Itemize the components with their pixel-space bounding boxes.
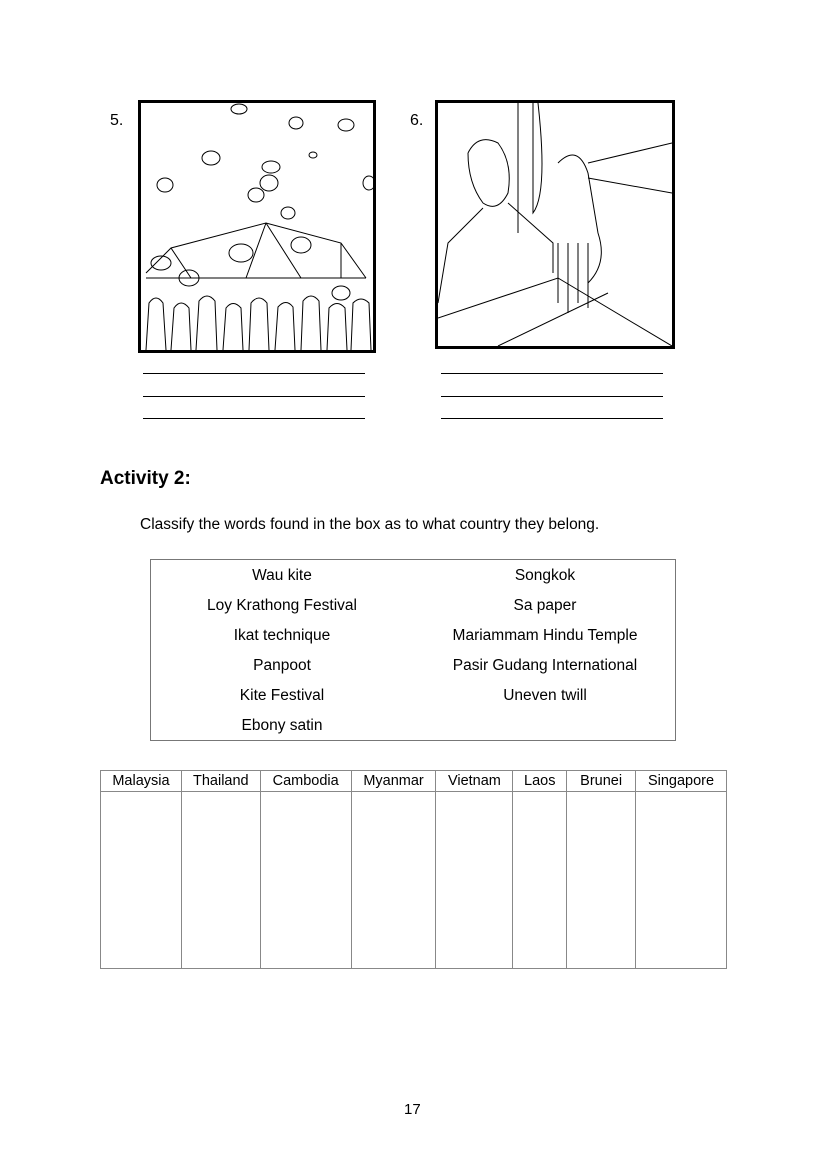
column-header-cambodia: Cambodia <box>260 771 351 792</box>
word-item: Pasir Gudang International <box>452 657 638 674</box>
answer-cell[interactable] <box>436 792 513 969</box>
page-number: 17 <box>404 1101 421 1118</box>
word-item: Panpoot <box>253 657 311 674</box>
lantern-icons <box>157 104 373 219</box>
column-header-vietnam: Vietnam <box>436 771 513 792</box>
answer-line-6-2[interactable] <box>441 396 663 397</box>
column-header-thailand: Thailand <box>181 771 260 792</box>
column-header-myanmar: Myanmar <box>351 771 436 792</box>
item-number-6: 6. <box>410 112 424 129</box>
answer-line-5-1[interactable] <box>143 373 365 374</box>
word-item: Ikat technique <box>233 627 331 644</box>
column-header-singapore: Singapore <box>636 771 727 792</box>
answer-cell[interactable] <box>260 792 351 969</box>
word-item: Uneven twill <box>503 687 587 704</box>
column-header-brunei: Brunei <box>567 771 636 792</box>
column-header-laos: Laos <box>513 771 567 792</box>
answer-cell[interactable] <box>101 792 182 969</box>
answer-cell[interactable] <box>567 792 636 969</box>
answer-cell[interactable] <box>636 792 727 969</box>
answer-line-5-2[interactable] <box>143 396 365 397</box>
word-item: Kite Festival <box>239 687 325 704</box>
item-number-5: 5. <box>110 112 124 129</box>
word-item: Wau kite <box>252 567 312 584</box>
word-item: Songkok <box>514 567 576 584</box>
crowd <box>146 296 371 350</box>
answer-line-5-3[interactable] <box>143 418 365 419</box>
answer-cell[interactable] <box>181 792 260 969</box>
activity-instruction: Classify the words found in the box as to what country they belong. <box>140 516 600 533</box>
table-answer-row <box>101 792 727 969</box>
temple-offering-illustration <box>435 100 675 349</box>
word-item: Ebony satin <box>241 717 323 734</box>
answer-line-6-3[interactable] <box>441 418 663 419</box>
answer-line-6-1[interactable] <box>441 373 663 374</box>
word-box <box>150 559 676 741</box>
answer-cell[interactable] <box>351 792 436 969</box>
table-header-row <box>101 771 727 792</box>
word-item: Sa paper <box>513 597 577 614</box>
activity-heading: Activity 2: <box>100 468 191 489</box>
word-item: Mariammam Hindu Temple <box>452 627 638 644</box>
column-header-malaysia: Malaysia <box>101 771 182 792</box>
classification-table <box>100 770 727 969</box>
answer-cell[interactable] <box>513 792 567 969</box>
word-item: Loy Krathong Festival <box>207 597 357 614</box>
lantern-festival-illustration <box>138 100 376 353</box>
